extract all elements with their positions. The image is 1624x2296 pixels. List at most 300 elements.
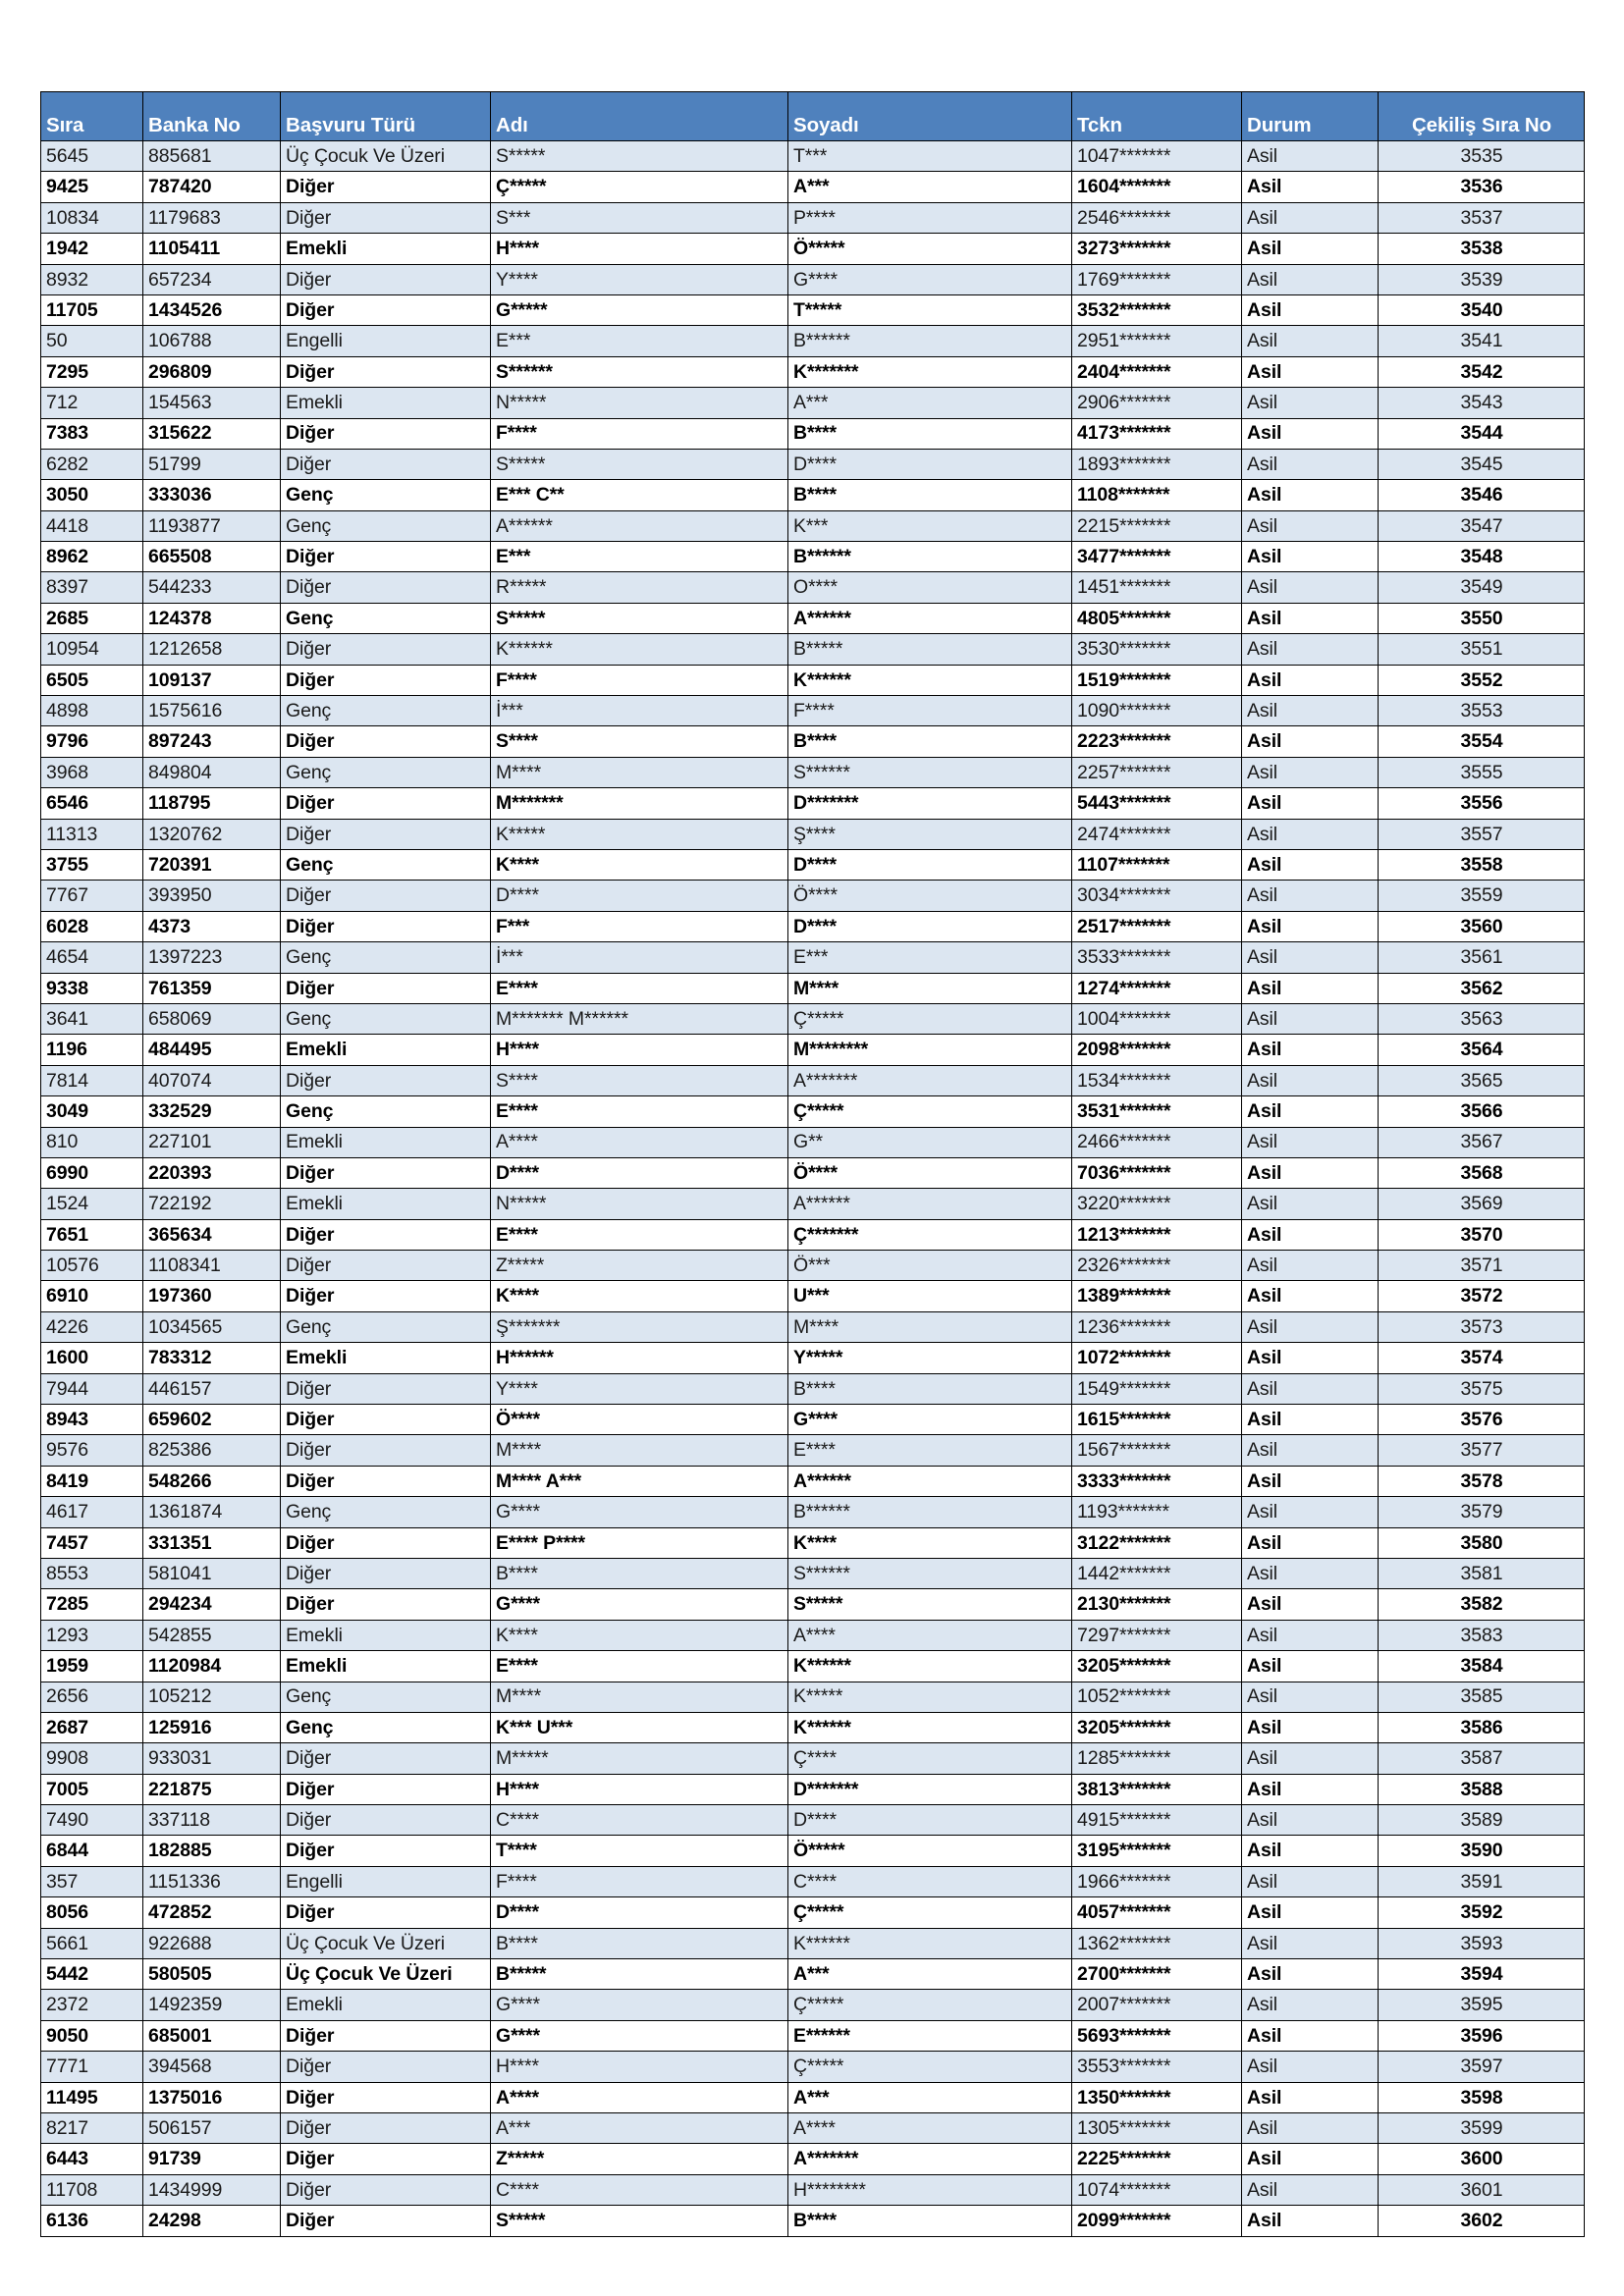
cell-adi: H**** — [491, 2052, 788, 2082]
cell-adi: M**** — [491, 1682, 788, 1712]
cell-soyadi: Ç***** — [788, 1897, 1072, 1928]
column-header-cekilis-sira-no: Çekiliş Sıra No — [1379, 92, 1585, 141]
cell-sira: 10834 — [41, 202, 143, 233]
cell-basvuru: Diğer — [281, 665, 491, 695]
cell-banka: 227101 — [143, 1127, 281, 1157]
cell-cekilis: 3595 — [1379, 1990, 1585, 2020]
cell-durum: Asil — [1242, 1405, 1379, 1435]
cell-banka: 337118 — [143, 1805, 281, 1836]
table-row — [41, 1774, 1585, 1804]
cell-adi: B**** — [491, 1928, 788, 1958]
cell-soyadi: Ö***** — [788, 1836, 1072, 1866]
cell-soyadi: C**** — [788, 1866, 1072, 1896]
cell-adi: S****** — [491, 356, 788, 387]
cell-banka: 124378 — [143, 603, 281, 633]
cell-adi: S***** — [491, 449, 788, 479]
cell-durum: Asil — [1242, 1620, 1379, 1650]
cell-tckn: 1549******* — [1072, 1373, 1242, 1404]
cell-sira: 1942 — [41, 234, 143, 264]
cell-sira: 5645 — [41, 141, 143, 172]
cell-adi: M**** A*** — [491, 1466, 788, 1496]
cell-tckn: 2225******* — [1072, 2144, 1242, 2174]
table-row — [41, 1527, 1585, 1558]
cell-adi: G**** — [491, 2020, 788, 2051]
cell-soyadi: Ö*** — [788, 1251, 1072, 1281]
cell-tckn: 1966******* — [1072, 1866, 1242, 1896]
cell-soyadi: A*** — [788, 388, 1072, 418]
cell-sira: 8397 — [41, 572, 143, 603]
cell-basvuru: Genç — [281, 603, 491, 633]
cell-banka: 787420 — [143, 172, 281, 202]
cell-banka: 1120984 — [143, 1651, 281, 1682]
cell-cekilis: 3549 — [1379, 572, 1585, 603]
cell-basvuru: Diğer — [281, 1405, 491, 1435]
cell-tckn: 1004******* — [1072, 1003, 1242, 1034]
cell-adi: K****** — [491, 634, 788, 665]
cell-basvuru: Emekli — [281, 1127, 491, 1157]
cell-adi: G**** — [491, 1990, 788, 2020]
cell-soyadi: A**** — [788, 1620, 1072, 1650]
cell-tckn: 1213******* — [1072, 1219, 1242, 1250]
cell-cekilis: 3589 — [1379, 1805, 1585, 1836]
cell-sira: 6844 — [41, 1836, 143, 1866]
cell-soyadi: E*** — [788, 942, 1072, 973]
cell-sira: 9796 — [41, 726, 143, 757]
cell-soyadi: G** — [788, 1127, 1072, 1157]
cell-tckn: 1350******* — [1072, 2082, 1242, 2112]
cell-durum: Asil — [1242, 1281, 1379, 1311]
cell-banka: 1492359 — [143, 1990, 281, 2020]
cell-banka: 91739 — [143, 2144, 281, 2174]
table-row — [41, 326, 1585, 356]
cell-durum: Asil — [1242, 1373, 1379, 1404]
table-row — [41, 172, 1585, 202]
cell-basvuru: Diğer — [281, 449, 491, 479]
table-row — [41, 1157, 1585, 1188]
cell-basvuru: Diğer — [281, 788, 491, 819]
table-row — [41, 1589, 1585, 1620]
cell-banka: 1034565 — [143, 1311, 281, 1342]
cell-durum: Asil — [1242, 757, 1379, 787]
cell-cekilis: 3554 — [1379, 726, 1585, 757]
cell-tckn: 2223******* — [1072, 726, 1242, 757]
cell-soyadi: H******** — [788, 2174, 1072, 2205]
cell-banka: 761359 — [143, 973, 281, 1003]
cell-durum: Asil — [1242, 1219, 1379, 1250]
cell-tckn: 1074******* — [1072, 2174, 1242, 2205]
cell-basvuru: Üç Çocuk Ve Üzeri — [281, 1959, 491, 1990]
cell-tckn: 3273******* — [1072, 234, 1242, 264]
cell-soyadi: O**** — [788, 572, 1072, 603]
cell-soyadi: S***** — [788, 1589, 1072, 1620]
cell-soyadi: B****** — [788, 542, 1072, 572]
cell-cekilis: 3590 — [1379, 1836, 1585, 1866]
cell-adi: F**** — [491, 665, 788, 695]
cell-cekilis: 3544 — [1379, 418, 1585, 449]
cell-cekilis: 3547 — [1379, 510, 1585, 541]
cell-banka: 885681 — [143, 141, 281, 172]
cell-basvuru: Diğer — [281, 1774, 491, 1804]
cell-soyadi: B**** — [788, 480, 1072, 510]
cell-durum: Asil — [1242, 1311, 1379, 1342]
cell-sira: 7767 — [41, 881, 143, 911]
cell-sira: 6505 — [41, 665, 143, 695]
cell-sira: 3641 — [41, 1003, 143, 1034]
cell-sira: 9908 — [41, 1743, 143, 1774]
cell-durum: Asil — [1242, 1589, 1379, 1620]
cell-sira: 4654 — [41, 942, 143, 973]
cell-cekilis: 3565 — [1379, 1065, 1585, 1095]
cell-adi: G**** — [491, 1589, 788, 1620]
table-row — [41, 1651, 1585, 1682]
cell-basvuru: Genç — [281, 1096, 491, 1127]
cell-sira: 2372 — [41, 1990, 143, 2020]
cell-tckn: 1451******* — [1072, 572, 1242, 603]
cell-cekilis: 3555 — [1379, 757, 1585, 787]
cell-basvuru: Diğer — [281, 2113, 491, 2144]
cell-cekilis: 3542 — [1379, 356, 1585, 387]
cell-tckn: 1389******* — [1072, 1281, 1242, 1311]
cell-tckn: 3532******* — [1072, 294, 1242, 325]
cell-banka: 544233 — [143, 572, 281, 603]
cell-tckn: 1519******* — [1072, 665, 1242, 695]
table-row — [41, 2082, 1585, 2112]
cell-cekilis: 3561 — [1379, 942, 1585, 973]
cell-basvuru: Diğer — [281, 1558, 491, 1588]
table-header — [41, 92, 1585, 141]
cell-tckn: 5443******* — [1072, 788, 1242, 819]
cell-adi: M**** — [491, 757, 788, 787]
table-row — [41, 356, 1585, 387]
cell-adi: F*** — [491, 911, 788, 941]
cell-cekilis: 3539 — [1379, 264, 1585, 294]
table-row — [41, 1003, 1585, 1034]
cell-adi: D**** — [491, 881, 788, 911]
cell-durum: Asil — [1242, 1497, 1379, 1527]
cell-basvuru: Üç Çocuk Ve Üzeri — [281, 1928, 491, 1958]
cell-soyadi: D******* — [788, 1774, 1072, 1804]
cell-tckn: 1047******* — [1072, 141, 1242, 172]
cell-basvuru: Diğer — [281, 2206, 491, 2236]
cell-durum: Asil — [1242, 1527, 1379, 1558]
cell-banka: 783312 — [143, 1343, 281, 1373]
table-row — [41, 603, 1585, 633]
cell-soyadi: B****** — [788, 1497, 1072, 1527]
cell-sira: 1959 — [41, 1651, 143, 1682]
cell-adi: Y**** — [491, 1373, 788, 1404]
cell-banka: 154563 — [143, 388, 281, 418]
cell-cekilis: 3602 — [1379, 2206, 1585, 2236]
cell-sira: 7771 — [41, 2052, 143, 2082]
cell-sira: 1196 — [41, 1035, 143, 1065]
cell-durum: Asil — [1242, 1035, 1379, 1065]
cell-sira: 810 — [41, 1127, 143, 1157]
cell-sira: 5442 — [41, 1959, 143, 1990]
cell-basvuru: Diğer — [281, 172, 491, 202]
cell-sira: 8217 — [41, 2113, 143, 2144]
table-row — [41, 788, 1585, 819]
cell-cekilis: 3600 — [1379, 2144, 1585, 2174]
cell-sira: 6990 — [41, 1157, 143, 1188]
table-row — [41, 572, 1585, 603]
cell-soyadi: P**** — [788, 202, 1072, 233]
cell-soyadi: Ç***** — [788, 1096, 1072, 1127]
table-row — [41, 942, 1585, 973]
cell-sira: 11313 — [41, 819, 143, 849]
cell-soyadi: U*** — [788, 1281, 1072, 1311]
cell-durum: Asil — [1242, 1774, 1379, 1804]
cell-tckn: 1090******* — [1072, 696, 1242, 726]
cell-banka: 506157 — [143, 2113, 281, 2144]
cell-sira: 6282 — [41, 449, 143, 479]
cell-durum: Asil — [1242, 849, 1379, 880]
cell-adi: E**** — [491, 1651, 788, 1682]
cell-cekilis: 3569 — [1379, 1189, 1585, 1219]
cell-basvuru: Diğer — [281, 1897, 491, 1928]
cell-adi: A****** — [491, 510, 788, 541]
table-row — [41, 1127, 1585, 1157]
cell-tckn: 3122******* — [1072, 1527, 1242, 1558]
cell-tckn: 7036******* — [1072, 1157, 1242, 1188]
cell-cekilis: 3573 — [1379, 1311, 1585, 1342]
cell-soyadi: G**** — [788, 264, 1072, 294]
cell-tckn: 1893******* — [1072, 449, 1242, 479]
cell-durum: Asil — [1242, 572, 1379, 603]
cell-cekilis: 3546 — [1379, 480, 1585, 510]
cell-durum: Asil — [1242, 1251, 1379, 1281]
cell-durum: Asil — [1242, 1435, 1379, 1466]
cell-sira: 4617 — [41, 1497, 143, 1527]
cell-soyadi: B****** — [788, 326, 1072, 356]
cell-sira: 9425 — [41, 172, 143, 202]
cell-cekilis: 3579 — [1379, 1497, 1585, 1527]
cell-cekilis: 3545 — [1379, 449, 1585, 479]
cell-soyadi: Ç***** — [788, 2052, 1072, 2082]
cell-soyadi: S****** — [788, 757, 1072, 787]
cell-banka: 1151336 — [143, 1866, 281, 1896]
cell-tckn: 3531******* — [1072, 1096, 1242, 1127]
table-row — [41, 1928, 1585, 1958]
table-row — [41, 1497, 1585, 1527]
table-row — [41, 2144, 1585, 2174]
cell-durum: Asil — [1242, 1959, 1379, 1990]
cell-sira: 4226 — [41, 1311, 143, 1342]
cell-basvuru: Genç — [281, 1712, 491, 1742]
cell-soyadi: A*** — [788, 2082, 1072, 2112]
cell-tckn: 1442******* — [1072, 1558, 1242, 1588]
cell-basvuru: Diğer — [281, 572, 491, 603]
cell-basvuru: Diğer — [281, 634, 491, 665]
cell-cekilis: 3588 — [1379, 1774, 1585, 1804]
cell-tckn: 1072******* — [1072, 1343, 1242, 1373]
cell-banka: 315622 — [143, 418, 281, 449]
cell-basvuru: Diğer — [281, 726, 491, 757]
cell-soyadi: G**** — [788, 1405, 1072, 1435]
table-header-row — [41, 92, 1585, 141]
cell-adi: E**** P**** — [491, 1527, 788, 1558]
column-header-durum: Durum — [1242, 92, 1379, 141]
cell-sira: 7944 — [41, 1373, 143, 1404]
cell-soyadi: B**** — [788, 1373, 1072, 1404]
cell-basvuru: Üç Çocuk Ve Üzeri — [281, 141, 491, 172]
cell-soyadi: K****** — [788, 1928, 1072, 1958]
cell-soyadi: A******* — [788, 2144, 1072, 2174]
table-row — [41, 726, 1585, 757]
cell-banka: 1434526 — [143, 294, 281, 325]
cell-adi: E*** C** — [491, 480, 788, 510]
cell-durum: Asil — [1242, 2020, 1379, 2051]
cell-durum: Asil — [1242, 234, 1379, 264]
cell-soyadi: A******* — [788, 1065, 1072, 1095]
table-row — [41, 1897, 1585, 1928]
cell-tckn: 2546******* — [1072, 202, 1242, 233]
cell-tckn: 1285******* — [1072, 1743, 1242, 1774]
cell-basvuru: Diğer — [281, 1157, 491, 1188]
cell-cekilis: 3578 — [1379, 1466, 1585, 1496]
cell-basvuru: Diğer — [281, 1589, 491, 1620]
cell-banka: 1397223 — [143, 942, 281, 973]
cell-adi: İ*** — [491, 942, 788, 973]
cell-tckn: 3553******* — [1072, 2052, 1242, 2082]
cell-durum: Asil — [1242, 819, 1379, 849]
table-row — [41, 1682, 1585, 1712]
cell-banka: 393950 — [143, 881, 281, 911]
cell-basvuru: Genç — [281, 510, 491, 541]
cell-basvuru: Emekli — [281, 234, 491, 264]
cell-banka: 220393 — [143, 1157, 281, 1188]
cell-sira: 9576 — [41, 1435, 143, 1466]
cell-sira: 5661 — [41, 1928, 143, 1958]
cell-banka: 4373 — [143, 911, 281, 941]
cell-soyadi: M**** — [788, 1311, 1072, 1342]
cell-durum: Asil — [1242, 603, 1379, 633]
table-row — [41, 1035, 1585, 1065]
cell-durum: Asil — [1242, 326, 1379, 356]
cell-basvuru: Emekli — [281, 1620, 491, 1650]
table-row — [41, 1620, 1585, 1650]
cell-sira: 1600 — [41, 1343, 143, 1373]
table-row — [41, 449, 1585, 479]
cell-cekilis: 3552 — [1379, 665, 1585, 695]
cell-tckn: 1604******* — [1072, 172, 1242, 202]
cell-soyadi: T***** — [788, 294, 1072, 325]
cell-basvuru: Diğer — [281, 1219, 491, 1250]
cell-soyadi: A****** — [788, 1189, 1072, 1219]
table-row — [41, 264, 1585, 294]
cell-cekilis: 3568 — [1379, 1157, 1585, 1188]
cell-basvuru: Emekli — [281, 1035, 491, 1065]
cell-banka: 659602 — [143, 1405, 281, 1435]
cell-durum: Asil — [1242, 202, 1379, 233]
cell-sira: 10954 — [41, 634, 143, 665]
cell-durum: Asil — [1242, 1866, 1379, 1896]
cell-cekilis: 3558 — [1379, 849, 1585, 880]
cell-soyadi: E****** — [788, 2020, 1072, 2051]
cell-banka: 118795 — [143, 788, 281, 819]
cell-banka: 109137 — [143, 665, 281, 695]
cell-cekilis: 3535 — [1379, 141, 1585, 172]
cell-basvuru: Diğer — [281, 1373, 491, 1404]
cell-soyadi: B**** — [788, 726, 1072, 757]
cell-tckn: 2404******* — [1072, 356, 1242, 387]
cell-sira: 9050 — [41, 2020, 143, 2051]
cell-adi: D**** — [491, 1157, 788, 1188]
cell-durum: Asil — [1242, 418, 1379, 449]
cell-tckn: 1769******* — [1072, 264, 1242, 294]
cell-durum: Asil — [1242, 1682, 1379, 1712]
cell-adi: N***** — [491, 388, 788, 418]
table-row — [41, 1805, 1585, 1836]
table-row — [41, 388, 1585, 418]
cell-cekilis: 3556 — [1379, 788, 1585, 819]
cell-adi: A*** — [491, 2113, 788, 2144]
cell-sira: 3050 — [41, 480, 143, 510]
cell-tckn: 3034******* — [1072, 881, 1242, 911]
cell-soyadi: Ö**** — [788, 1157, 1072, 1188]
cell-cekilis: 3576 — [1379, 1405, 1585, 1435]
cell-adi: K**** — [491, 849, 788, 880]
cell-banka: 1108341 — [143, 1251, 281, 1281]
cell-soyadi: D******* — [788, 788, 1072, 819]
cell-cekilis: 3592 — [1379, 1897, 1585, 1928]
cell-basvuru: Diğer — [281, 2020, 491, 2051]
cell-basvuru: Diğer — [281, 2174, 491, 2205]
cell-tckn: 2098******* — [1072, 1035, 1242, 1065]
cell-durum: Asil — [1242, 1836, 1379, 1866]
cell-adi: H**** — [491, 1035, 788, 1065]
cell-cekilis: 3596 — [1379, 2020, 1585, 2051]
cell-sira: 7295 — [41, 356, 143, 387]
cell-basvuru: Genç — [281, 1311, 491, 1342]
table-row — [41, 819, 1585, 849]
cell-tckn: 2474******* — [1072, 819, 1242, 849]
cell-cekilis: 3582 — [1379, 1589, 1585, 1620]
table-row — [41, 665, 1585, 695]
cell-soyadi: K****** — [788, 1651, 1072, 1682]
cell-basvuru: Genç — [281, 942, 491, 973]
cell-durum: Asil — [1242, 1928, 1379, 1958]
cell-sira: 11495 — [41, 2082, 143, 2112]
cell-soyadi: Ç******* — [788, 1219, 1072, 1250]
cell-soyadi: Ş**** — [788, 819, 1072, 849]
cell-basvuru: Diğer — [281, 2052, 491, 2082]
cell-durum: Asil — [1242, 911, 1379, 941]
cell-basvuru: Diğer — [281, 1527, 491, 1558]
cell-banka: 394568 — [143, 2052, 281, 2082]
table-row — [41, 480, 1585, 510]
cell-adi: N***** — [491, 1189, 788, 1219]
cell-adi: S**** — [491, 1065, 788, 1095]
cell-durum: Asil — [1242, 356, 1379, 387]
cell-soyadi: K******* — [788, 356, 1072, 387]
cell-banka: 933031 — [143, 1743, 281, 1774]
cell-basvuru: Diğer — [281, 1281, 491, 1311]
cell-banka: 685001 — [143, 2020, 281, 2051]
cell-soyadi: T*** — [788, 141, 1072, 172]
cell-adi: G**** — [491, 1497, 788, 1527]
cell-durum: Asil — [1242, 1466, 1379, 1496]
column-header-banka-no: Banka No — [143, 92, 281, 141]
cell-cekilis: 3548 — [1379, 542, 1585, 572]
cell-adi: M******* — [491, 788, 788, 819]
table-row — [41, 2020, 1585, 2051]
cell-banka: 296809 — [143, 356, 281, 387]
cell-banka: 333036 — [143, 480, 281, 510]
cell-tckn: 3530******* — [1072, 634, 1242, 665]
cell-soyadi: B**** — [788, 418, 1072, 449]
cell-durum: Asil — [1242, 480, 1379, 510]
cell-sira: 1293 — [41, 1620, 143, 1650]
